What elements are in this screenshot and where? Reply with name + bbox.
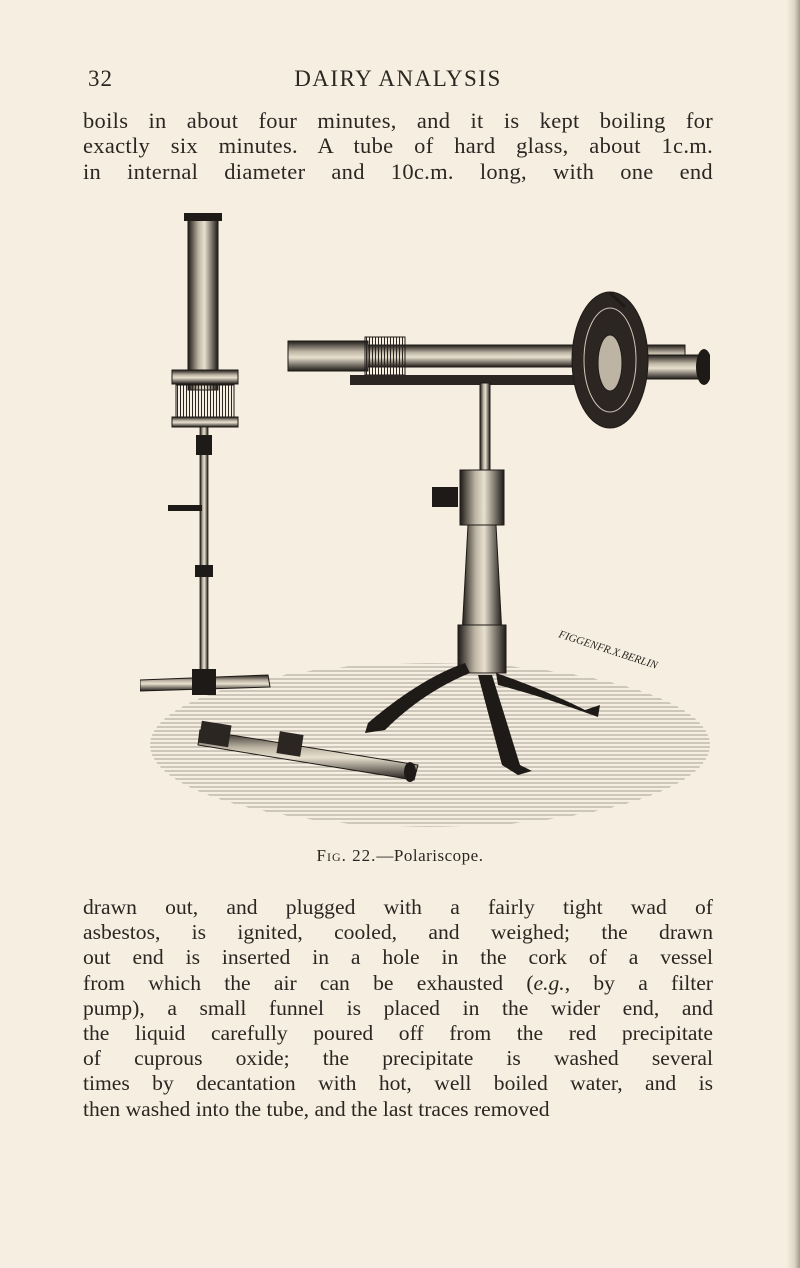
text-line: of cuprous oxide; the precipitate is washed several	[83, 1046, 713, 1071]
text-line: pump), a small funnel is placed in the wider end, and	[83, 995, 713, 1020]
text-line: in internal diameter and 10c.m. long, with one end	[83, 158, 713, 184]
top-paragraph	[83, 108, 713, 184]
page-header	[88, 66, 708, 96]
graduated-circle	[572, 292, 648, 428]
page-edge-shadow	[786, 0, 800, 1268]
text-fragment: from which the air can be exhausted (	[83, 970, 534, 995]
text-line: then washed into the tube, and the last traces removed	[83, 1096, 550, 1121]
text-line: boils in about four minutes, and it is kept boiling for	[83, 108, 713, 133]
text-line: the liquid carefully poured off from the red precipitate	[83, 1021, 713, 1046]
text-line: asbestos, is ignited, cooled, and weighed; the drawn	[83, 920, 713, 945]
polariscope-engraving	[140, 205, 710, 835]
lamp-stand	[140, 213, 270, 695]
text-line: exactly six minutes. A tube of hard glass, about 1c.m.	[83, 133, 713, 159]
figure-label: Fig. 22.	[316, 846, 377, 865]
text-line: out end is inserted in a hole in the cork of a vessel	[83, 945, 713, 970]
text-line	[83, 971, 713, 996]
italic-abbreviation: e.g.	[533, 970, 565, 995]
engraver-signature: FIGGENFR.X.BERLIN	[557, 628, 659, 672]
central-pillar	[432, 383, 506, 673]
running-title: DAIRY ANALYSIS	[294, 66, 502, 91]
text-line: drawn out, and plugged with a fairly tight wad of	[83, 895, 713, 919]
text-fragment: , by a filter	[564, 970, 713, 995]
bottom-paragraph	[83, 895, 713, 1122]
figure-title: —Polariscope.	[376, 846, 484, 865]
figure-caption	[0, 846, 800, 866]
text-line: times by decantation with hot, well boiled water, and is	[83, 1071, 713, 1096]
polariscope-figure	[140, 205, 710, 835]
page-number: 32	[88, 66, 113, 91]
